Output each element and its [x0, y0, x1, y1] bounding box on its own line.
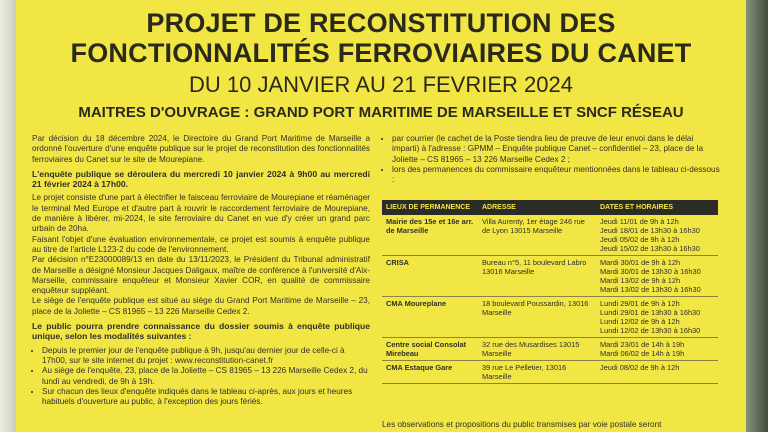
cell-dates: Jeudi 08/02 de 9h à 12h	[596, 361, 718, 384]
right-column	[382, 134, 720, 188]
cell-lieu: CMA Estaque Gare	[382, 361, 478, 384]
table-row	[382, 338, 718, 361]
table-row	[382, 297, 718, 338]
background-foliage	[744, 0, 768, 432]
table-row	[382, 361, 718, 384]
table-header: ADRESSE	[478, 200, 596, 215]
cell-adresse: Villa Aurenty, 1er étage 246 rue de Lyon 13015 Marseille	[478, 215, 596, 256]
cell-lieu: CRISA	[382, 256, 478, 297]
cell-dates: Lundi 29/01 de 9h à 12h Lundi 29/01 de 13h30 à 16h30 Lundi 12/02 de 9h à 12h Lundi 12/02 de 13h30 à 16h30	[596, 297, 718, 338]
cell-adresse: Bureau n°5, 11 boulevard Labro 13016 Marseille	[478, 256, 596, 297]
notice-poster	[16, 0, 746, 432]
para-siege: Le siège de l'enquête publique est situé au siège du Grand Port Maritime de Marseille – 23, place de la Joliette – CS 81965 – 13 226 Marseille Cedex 2.	[32, 296, 370, 316]
cell-lieu: CMA Moureplane	[382, 297, 478, 338]
cell-lieu: Centre social Consolat Mirebeau	[382, 338, 478, 361]
para-modalites: Le public pourra prendre connaissance du dossier soumis à enquête publique unique, selon les modalités suivantes :	[32, 321, 370, 342]
list-item: • Depuis le premier jour de l'enquête publique à 9h, jusqu'au dernier jour de celle-ci à 17h00, sur le site internet du projet : www.reconstitution-canet.fr	[42, 346, 370, 367]
footer-text: Les observations et propositions du public transmises par voie postale seront	[382, 420, 662, 429]
dates-heading: DU 10 JANVIER AU 21 FEVRIER 2024	[189, 72, 573, 97]
table-header: LIEUX DE PERMANENCE	[382, 200, 478, 215]
table-row	[382, 256, 718, 297]
list-item: • Au siège de l'enquête, 23, place de la Joliette – CS 81965 – 13 226 Marseille Cedex 2, du lundi au vendredi, de 9h à 19h.	[42, 366, 370, 387]
list-item: • Sur chacun des lieux d'enquête indiqués dans le tableau ci-après, aux jours et heures habituels d'ouverture au public, à l'exception des jours fériés.	[42, 387, 370, 408]
title-line-1: PROJET DE RECONSTITUTION DES	[146, 8, 616, 38]
maitres-ouvrage: MAITRES D'OUVRAGE : GRAND PORT MARITIME DE MARSEILLE ET SNCF RÉSEAU	[78, 104, 684, 121]
cell-dates: Mardi 30/01 de 9h à 12h Mardi 30/01 de 13h30 à 16h30 Mardi 13/02 de 9h à 12h Mardi 13/02 de 13h30 à 16h30	[596, 256, 718, 297]
cell-dates: Jeudi 11/01 de 9h à 12h Jeudi 18/01 de 13h30 à 16h30 Jeudi 05/02 de 9h à 12h Jeudi 15/02 de 13h30 à 16h30	[596, 215, 718, 256]
cell-adresse: 39 rue Le Pelletier, 13016 Marseille	[478, 361, 596, 384]
cell-adresse: 32 rue des Musardises 13015 Marseille	[478, 338, 596, 361]
modalites-list	[32, 346, 370, 408]
list-item: • par courrier (le cachet de la Poste tiendra lieu de preuve de leur envoi dans le délai imparti) à l'adresse : GPMM – Enquête publique Canet – confidentiel – 23, place de la Joliette – CS 81965 – 13 226 Marseille Cedex 2 ;	[392, 134, 720, 165]
permanences-table	[382, 200, 718, 384]
para-evaluation: Faisant l'objet d'une évaluation environnementale, ce projet est soumis à enquête publique au titre de l'article L123-2 du code de l'environnement.	[32, 234, 370, 254]
title-line-2: FONCTIONNALITÉS FERROVIAIRES DU CANET	[70, 38, 692, 68]
background-left	[0, 0, 16, 432]
observations-list	[382, 134, 720, 185]
para-dates: L'enquête publique se déroulera du mercredi 10 janvier 2024 à 9h00 au mercredi 21 février 2024 à 17h00.	[32, 168, 370, 190]
cell-lieu: Mairie des 15e et 16e arr. de Marseille	[382, 215, 478, 256]
para-commissaire: Par décision n°E23000089/13 en date du 13/11/2023, le Président du Tribunal administratif de Marseille a désigné Monsieur Jacques Daligaux, maître de conférence à l'université d'Aix-Marseille, commissaire enquêteur et Monsieur Xavier COR, en qualité de commissaire enquêteur suppléant.	[32, 255, 370, 296]
list-item: • lors des permanences du commissaire enquêteur mentionnées dans le tableau ci-dessous :	[392, 165, 720, 186]
left-column	[32, 134, 370, 410]
cell-dates: Mardi 23/01 de 14h à 19h Mardi 06/02 de 14h à 19h	[596, 338, 718, 361]
table-header: DATES ET HORAIRES	[596, 200, 718, 215]
para-projet: Le projet consiste d'une part à électrifier le faisceau ferroviaire de Mourepiane et réaménager le terminal Med Europe et d'autre part à rouvrir le raccordement ferroviaire de Mourepiane, de manière à libérer, mi-2024, le site ferroviaire du Canet en vue d'y créer un grand parc urbain de 20ha.	[32, 193, 370, 234]
para-decision: Par décision du 18 décembre 2024, le Directoire du Grand Port Maritime de Marseille a ordonné l'ouverture d'une enquête publique sur le projet de reconstitution des fonctionnalités ferroviaires du Canet sur le site de Mourepiane.	[32, 134, 370, 164]
table-row	[382, 215, 718, 256]
cell-adresse: 18 boulevard Poussardin, 13016 Marseille	[478, 297, 596, 338]
